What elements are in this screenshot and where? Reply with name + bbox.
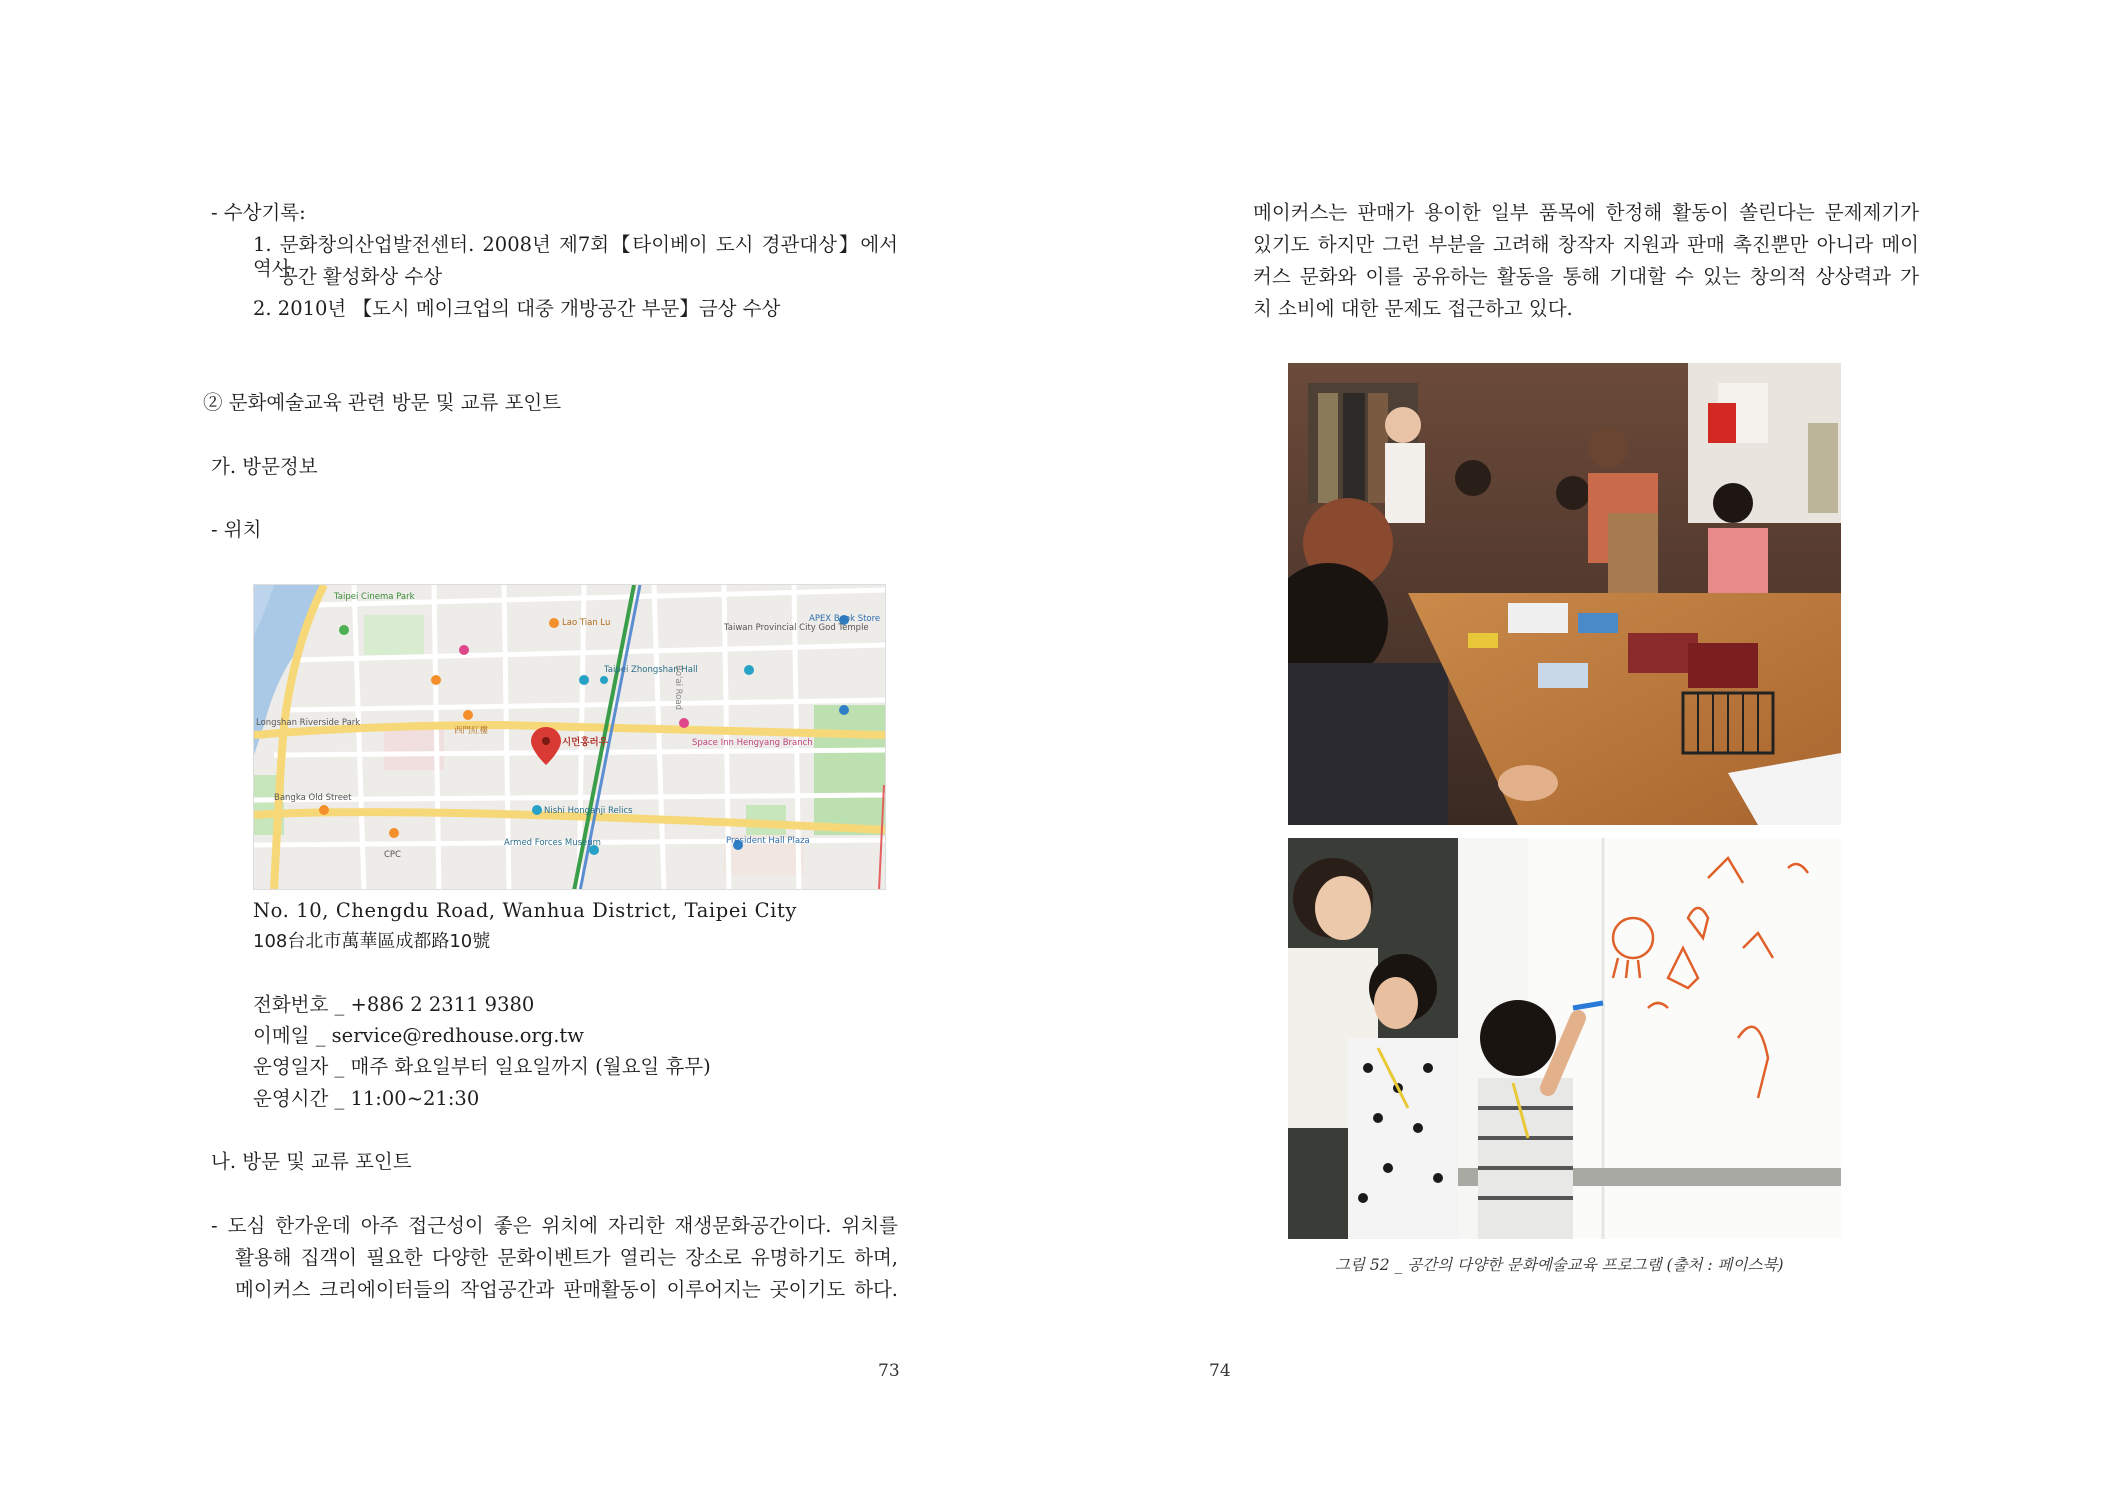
left-page (0, 0, 1052, 1488)
map-label-city-god: Taiwan Provincial City God Temple (724, 623, 869, 633)
map-label-cpc: CPC (384, 850, 401, 860)
whiteboard-photo (1288, 838, 1841, 1239)
figure-caption: 그림 52 _ 공간의 다양한 문화예술교육 프로그램 (출처 : 페이스북) (1335, 1256, 1784, 1274)
right-paragraph-line-1: 메이커스는 판매가 용이한 일부 품목에 한정해 활동이 쏠린다는 문제제기가 (1253, 201, 1919, 224)
award-item-1-cont: 공간 활성화상 수상 (279, 265, 443, 288)
map-label-zhongshan-hall: Taipei Zhongshan Hall (604, 665, 698, 675)
section-heading: ② 문화예술교육 관련 방문 및 교류 포인트 (203, 391, 562, 414)
body-paragraph-line-1: - 도심 한가운데 아주 접근성이 좋은 위치에 자리한 재생문화공간이다. 위치를 (211, 1214, 898, 1237)
map-label-nishi: Nishi Honganji Relics (544, 806, 633, 816)
page-number-right: 74 (1209, 1361, 1231, 1381)
map-label-ximen: 西門紅樓 (454, 726, 489, 736)
body-paragraph-line-2: 활용해 집객이 필요한 다양한 문화이벤트가 열리는 장소로 유명하기도 하며, (235, 1246, 898, 1269)
map-graphic (254, 585, 886, 890)
visit-info-heading: 가. 방문정보 (211, 455, 318, 478)
map-label-red-house: 시먼홍러우 (562, 737, 608, 748)
right-paragraph-line-3: 커스 문화와 이를 공유하는 활동을 통해 기대할 수 있는 창의적 상상력과 가 (1253, 265, 1919, 288)
right-paragraph-line-2: 있기도 하지만 그런 부분을 고려해 창작자 지원과 판매 촉진뿐만 아니라 메이 (1253, 233, 1919, 256)
email-info[interactable]: 이메일 _ service@redhouse.org.tw (253, 1024, 584, 1047)
open-days-info: 운영일자 _ 매주 화요일부터 일요일까지 (월요일 휴무) (253, 1055, 711, 1078)
map-label-space-inn: Space Inn Hengyang Branch (692, 738, 813, 748)
body-paragraph-line-3: 메이커스 크리에이터들의 작업공간과 판매활동이 이루어지는 곳이기도 하다. (235, 1278, 898, 1301)
awards-heading: - 수상기록: (211, 201, 306, 224)
map-label-president-hall: President Hall Plaza (726, 836, 810, 846)
map-label-cinema-park: Taipei Cinema Park (334, 592, 415, 602)
phone-info: 전화번호 _ +886 2 2311 9380 (253, 993, 535, 1016)
map-label-boai: Bo'ai Road (673, 665, 683, 710)
right-paragraph-line-4: 치 소비에 대한 문제도 접근하고 있다. (1253, 297, 1573, 320)
map-label-apex: APEX Book Store (809, 614, 881, 624)
map-label-longshan: Longshan Riverside Park (256, 718, 361, 728)
page-number-left: 73 (878, 1361, 900, 1381)
address-chinese: 108台北市萬華區成都路10號 (253, 931, 491, 952)
map-label-lao-tian-lu: Lao Tian Lu (562, 618, 611, 628)
map-label-armed-forces: Armed Forces Museum (504, 838, 601, 848)
location-map[interactable] (253, 584, 886, 890)
location-label: - 위치 (211, 518, 262, 541)
address-english: No. 10, Chengdu Road, Wanhua District, Taipei City (253, 899, 798, 922)
map-label-bangka: Bangka Old Street (274, 793, 352, 803)
award-item-1: 1. 문화창의산업발전센터. 2008년 제7회【타이베이 도시 경관대상】에서 역사 (253, 233, 898, 280)
exchange-heading: 나. 방문 및 교류 포인트 (211, 1150, 412, 1173)
award-item-2: 2. 2010년 【도시 메이크업의 대중 개방공간 부문】금상 수상 (253, 297, 781, 320)
open-hours-info: 운영시간 _ 11:00~21:30 (253, 1087, 480, 1110)
workshop-photo (1288, 363, 1841, 825)
